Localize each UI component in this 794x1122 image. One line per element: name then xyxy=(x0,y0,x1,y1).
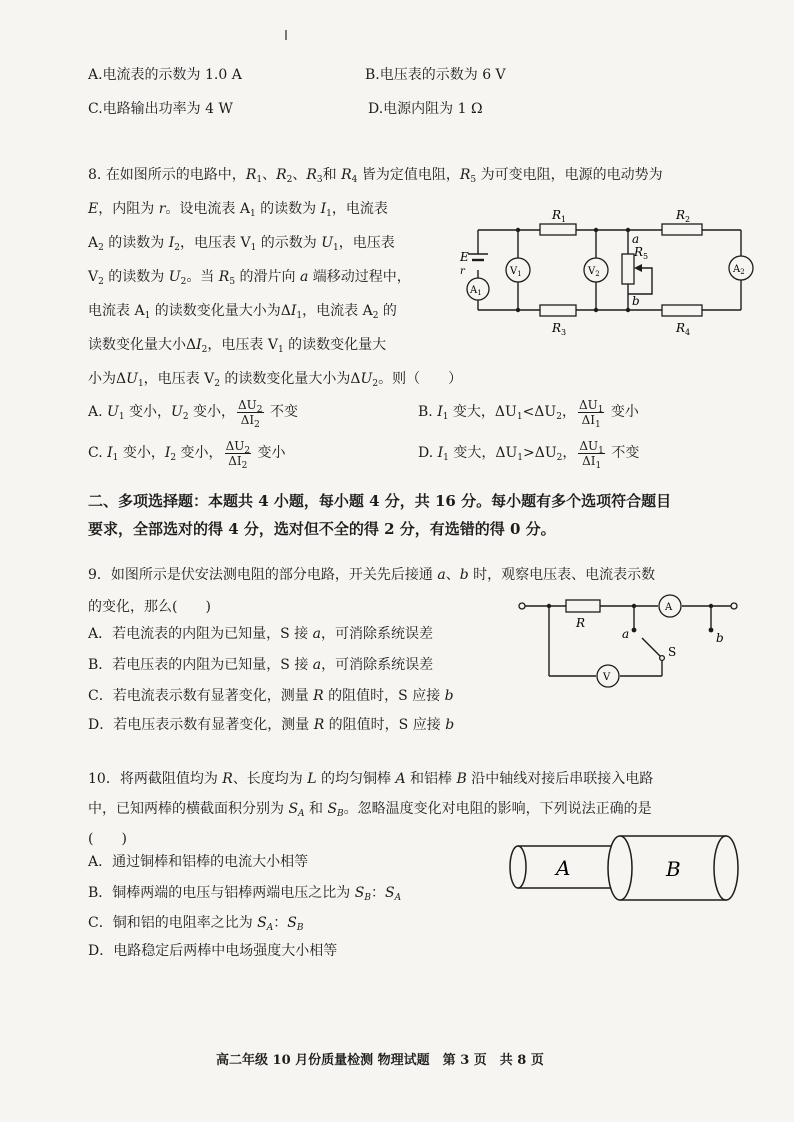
label-v-meter: V xyxy=(603,672,611,683)
label-a1: $A_1$ xyxy=(470,285,482,297)
switch-blade xyxy=(642,638,662,658)
r3-resistor xyxy=(540,305,576,316)
label-r: r xyxy=(460,266,465,277)
q10-line-3: ( ) xyxy=(88,831,127,847)
q9-line-2: 的变化，那么( ) xyxy=(88,599,211,615)
scan-mark xyxy=(285,30,287,40)
node-dot xyxy=(632,604,636,608)
label-s: S xyxy=(668,645,677,659)
node-dot xyxy=(594,308,598,312)
label-r2: $R_2$ xyxy=(676,208,691,224)
fraction: $\frac{\Delta U_2}{\Delta I_2}$ xyxy=(238,397,263,430)
resistor-r xyxy=(566,600,600,612)
aluminum-rod-end xyxy=(714,836,738,900)
node-dot xyxy=(709,604,713,608)
q8-line-5: 电流表 $A_1$ 的读数变化量大小为$\Delta I_1$，电流表 $A_2$ 的 xyxy=(88,303,397,321)
q7-option-c: C.电路输出功率为 4 W xyxy=(88,101,233,117)
q8-line-2: E，内阻为 r。设电流表 $A_1$ 的读数为 $I_1$，电流表 xyxy=(88,201,388,219)
label-e: E xyxy=(460,250,469,264)
node-dot xyxy=(547,604,551,608)
q10-option-c: C．铜和铝的电阻率之比为 $S_A$：$S_B$ xyxy=(88,915,304,933)
q7-option-b: B.电压表的示数为 6 V xyxy=(365,67,506,83)
contact-a xyxy=(632,628,637,633)
q10-option-d: D．电路稳定后两棒中电场强度大小相等 xyxy=(88,943,338,959)
q10-line-1: 10．将两截阻值均为 R、长度均为 L 的均匀铜棒 A 和铝棒 B 沿中轴线对接后串联接入电路 xyxy=(88,771,654,787)
page-footer: 高二年级 10 月份质量检测 物理试题 第 3 页 共 8 页 xyxy=(216,1053,544,1068)
label-v2: $V_2$ xyxy=(588,266,600,278)
q8-circuit-diagram xyxy=(456,198,756,338)
label-rod-b: B xyxy=(666,857,681,881)
r4-resistor xyxy=(662,305,702,316)
r2-resistor xyxy=(662,224,702,235)
label-b: b xyxy=(716,631,724,645)
switch-pivot xyxy=(660,656,665,661)
node-dot xyxy=(626,228,630,232)
node-dot xyxy=(516,308,520,312)
q8-option-a: A. $U_1$ 变小，$U_2$ 变小， $\frac{\Delta U_2}{\Delta I_2}$ 不变 xyxy=(88,397,298,430)
q8-option-d: D. $I_1$ 变大，$\Delta U_1>\Delta U_2$， $\frac{\Delta U_1}{\Delta I_1}$ 不变 xyxy=(418,438,640,471)
q10-option-a: A．通过铜棒和铝棒的电流大小相等 xyxy=(88,854,309,870)
q7-option-a: A.电流表的示数为 1.0 A xyxy=(88,67,242,83)
label-rod-a: A xyxy=(556,856,571,880)
label-r4: $R_4$ xyxy=(676,321,691,337)
q10-option-b: B．铜棒两端的电压与铝棒两端电压之比为 $S_B$：$S_A$ xyxy=(88,885,402,903)
label-v1: $V_1$ xyxy=(510,266,522,278)
label-a-meter: A xyxy=(665,602,673,613)
q8-line-3: $A_2$ 的读数为 $I_2$，电压表 $V_1$ 的示数为 $U_1$，电压表 xyxy=(88,235,395,253)
q8-option-b: B. $I_1$ 变大，$\Delta U_1<\Delta U_2$， $\frac{\Delta U_1}{\Delta I_1}$ 变小 xyxy=(418,397,639,430)
terminal-left xyxy=(519,603,525,609)
q9-circuit-diagram xyxy=(512,590,744,690)
label-a: a xyxy=(622,627,630,641)
fraction: $\frac{\Delta U_2}{\Delta I_2}$ xyxy=(225,438,251,471)
q10-rods-diagram xyxy=(500,832,748,904)
copper-rod-end xyxy=(510,846,526,888)
fraction: $\frac{\Delta U_1}{\Delta I_1}$ xyxy=(579,438,604,471)
section-2-heading-line-2: 要求，全部选对的得 4 分，选对但不全的得 2 分，有选错的得 0 分。 xyxy=(88,520,556,538)
r5-rheostat xyxy=(622,254,634,284)
q8-line-6: 读数变化量大小$\Delta I_2$，电压表 $V_1$ 的读数变化量大 xyxy=(88,337,387,355)
q7-option-d: D.电源内阻为 1 Ω xyxy=(368,101,483,117)
q8-line-4: $V_2$ 的读数为 $U_2$。当 $R_5$ 的滑片向 a 端移动过程中， xyxy=(88,269,411,287)
slider-arrow xyxy=(634,264,642,272)
r1-resistor xyxy=(540,224,576,235)
node-dot xyxy=(594,228,598,232)
q9-option-c: C．若电流表示数有显著变化，测量 R 的阻值时，S 应接 b xyxy=(88,688,454,704)
q8-line-7: 小为$\Delta U_1$，电压表 $V_2$ 的读数变化量大小为$\Delta U_2$。则（ ） xyxy=(88,371,463,389)
q10-line-2: 中，已知两棒的横截面积分别为 $S_A$ 和 $S_B$。忽略温度变化对电阻的影响，下列说法正确的是 xyxy=(88,801,652,819)
fraction: $\frac{\Delta U_1}{\Delta I_1}$ xyxy=(578,397,604,430)
label-b: b xyxy=(632,294,640,308)
aluminum-rod-joint xyxy=(608,836,632,900)
q9-option-b: B．若电压表的内阻为已知量，S 接 a，可消除系统误差 xyxy=(88,657,434,673)
q9-option-d: D．若电压表示数有显著变化，测量 R 的阻值时，S 应接 b xyxy=(88,717,455,733)
terminal-right xyxy=(731,603,737,609)
label-a2: $A_2$ xyxy=(733,264,745,276)
q8-option-c: C. $I_1$ 变小，$I_2$ 变小， $\frac{\Delta U_2}{\Delta I_2}$ 变小 xyxy=(88,438,286,471)
label-r: R xyxy=(576,616,586,630)
q9-line-1: 9．如图所示是伏安法测电阻的部分电路，开关先后接通 a、b 时，观察电压表、电流表示数 xyxy=(88,567,656,583)
node-dot xyxy=(626,308,630,312)
contact-b xyxy=(709,628,714,633)
q8-line-1: 8. 在如图所示的电路中，$R_1$、$R_2$、$R_3$和 $R_4$ 皆为定值电阻，$R_5$ 为可变电阻，电源的电动势为 xyxy=(88,167,663,185)
q9-option-a: A．若电流表的内阻为已知量，S 接 a，可消除系统误差 xyxy=(88,626,433,642)
label-a: a xyxy=(632,232,640,246)
node-dot xyxy=(516,228,520,232)
label-r1: $R_1$ xyxy=(552,208,567,224)
label-r5: $R_5$ xyxy=(634,245,649,261)
label-r3: $R_3$ xyxy=(552,321,567,337)
section-2-heading-line-1: 二、多项选择题：本题共 4 小题，每小题 4 分，共 16 分。每小题有多个选项符合题目 xyxy=(88,492,672,510)
